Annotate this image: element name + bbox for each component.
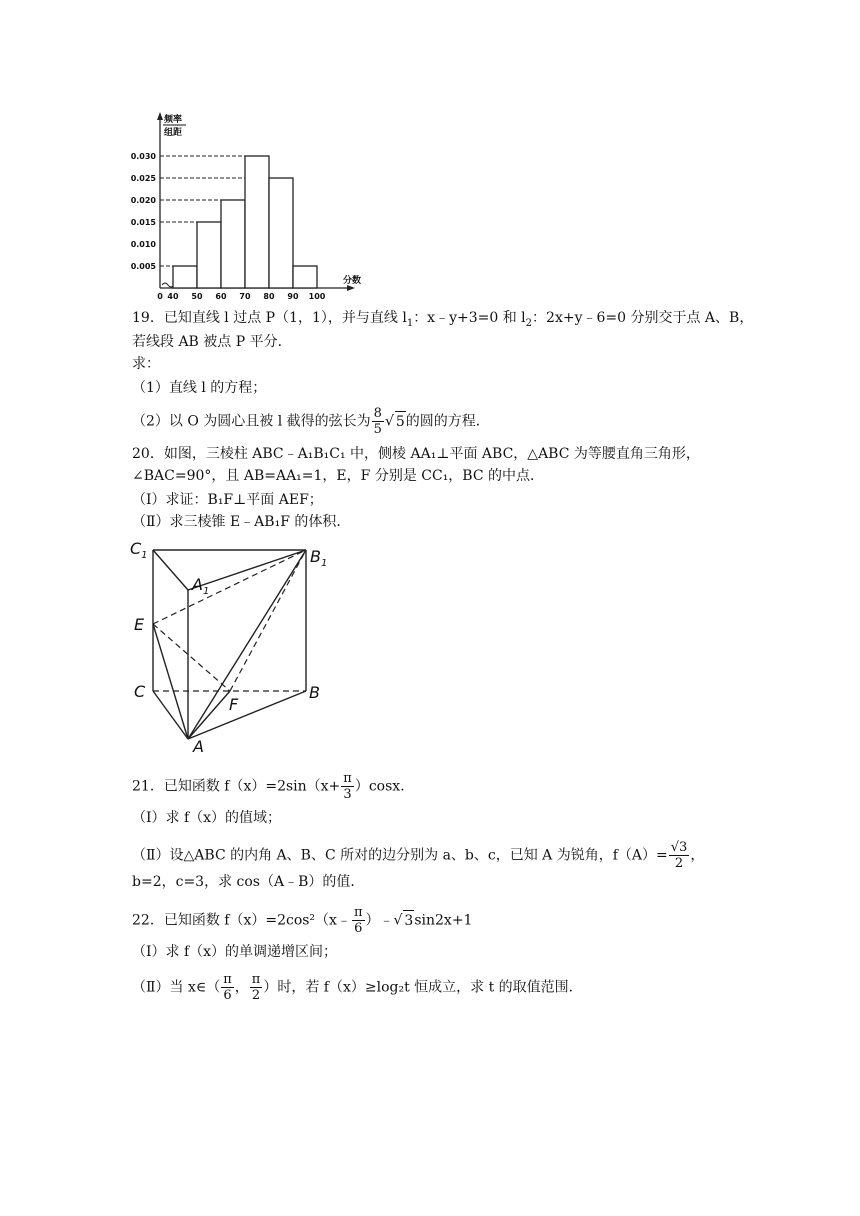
fraction-pi-3: $\frac{\pi}{3}$ [343,771,352,802]
histogram-bar [221,200,245,288]
label-f: F [229,695,239,714]
y-axis-arrow [157,112,163,120]
x-tick-label: 80 [263,292,275,301]
label-b1: $B_1$ [310,547,328,569]
fraction-sqrt3-2: $\frac{√3}{2}$ [670,840,688,871]
histogram-bar [173,266,197,288]
x-tick-label: 0 [157,292,163,301]
histogram-bar [269,178,293,288]
ylabel-bottom: 组距 [164,128,183,138]
q20-line2: ∠BAC=90°，且 AB=AA₁=1，E，F 分别是 CC₁，BC 的中点． [132,468,545,484]
q19-part1: （1）直线 l 的方程； [132,380,267,396]
q19-part2: （2）以 O 为圆心且被 l 截得的弦长为 $\frac{8}{5}$ √ 5的圆的方程． [132,406,490,437]
label-a: A [193,737,204,756]
label-c1: $C_1$ [130,539,148,561]
x-tick-label: 60 [215,292,227,301]
label-c: C [134,682,146,701]
y-tick-label: 0.025 [130,174,156,183]
label-e: E [134,615,145,634]
q19-line3: 求： [132,356,160,372]
q21-part1: （Ⅰ）求 f（x）的值域； [132,810,282,826]
prism-figure [128,536,348,756]
q22-part2: （Ⅱ）当 x∈（ $\frac{\pi}{6}$ ， $\frac{\pi}{2}$ ）时，若 f（x）≥log₂t 恒成立，求 t 的取值范围． [132,972,583,1003]
x-tick-label: 40 [167,292,179,301]
x-tick-label: 70 [239,292,251,301]
fraction-pi-6: $\frac{\pi}{6}$ [353,905,363,936]
axis-break [162,283,174,287]
q21-part2: （Ⅱ）设△ABC 的内角 A、B、C 所对的边分别为 a、b、c，已知 A 为锐角，f（A）= $\frac{√3}{2}$ ， [132,840,705,871]
histogram-bar [197,222,221,288]
y-tick-label: 0.015 [130,218,156,227]
y-tick-label: 0.030 [130,152,156,161]
label-b: B [309,683,320,702]
ylabel-top: 频率 [164,115,183,125]
x-axis-label: 分数 [343,276,362,286]
y-tick-label: 0.010 [130,240,156,249]
y-tick-label: 0.005 [130,262,156,271]
fraction-8-5: $\frac{8}{5}$ [373,406,382,437]
y-tick-label: 0.020 [130,196,156,205]
q20-part2: （Ⅱ）求三棱锥 E﹣AB₁F 的体积． [132,514,351,530]
label-a1: $A_1$ [192,575,210,597]
q21-line1: 21．已知函数 f（x）=2sin（x+ $\frac{\pi}{3}$ ）cosx． [132,771,415,802]
x-tick-label: 100 [308,292,326,301]
fraction-pi-6b: $\frac{\pi}{6}$ [223,972,232,1003]
q20-part1: （Ⅰ）求证：B₁F⊥平面 AEF； [132,492,323,508]
histogram-bar [245,156,269,288]
q19-line2: 若线段 AB 被点 P 平分． [132,334,292,350]
histogram-chart [124,108,374,304]
q20-line1: 20．如图，三棱柱 ABC﹣A₁B₁C₁ 中，侧棱 AA₁⊥平面 ABC，△ABC 为等腰直角三角形， [132,446,700,462]
histogram-bar [293,266,317,288]
q21-part2-line2: b=2，c=3，求 cos（A﹣B）的值． [132,874,365,890]
x-tick-label: 90 [287,292,299,301]
fraction-pi-2: $\frac{\pi}{2}$ [251,972,261,1003]
x-tick-label: 50 [191,292,203,301]
q22-line1: 22．已知函数 f（x）=2cos²（x﹣ $\frac{\pi}{6}$ ）﹣√ 3sin2x+1 [132,905,473,936]
q22-part1: （Ⅰ）求 f（x）的单调递增区间； [132,944,338,960]
q19-line1: 19．已知直线 l 过点 P（1，1），并与直线 $l_1$：x﹣y+3=0 和 $l_2$：2x+y﹣6=0 分别交于点 A、B， [132,310,754,329]
